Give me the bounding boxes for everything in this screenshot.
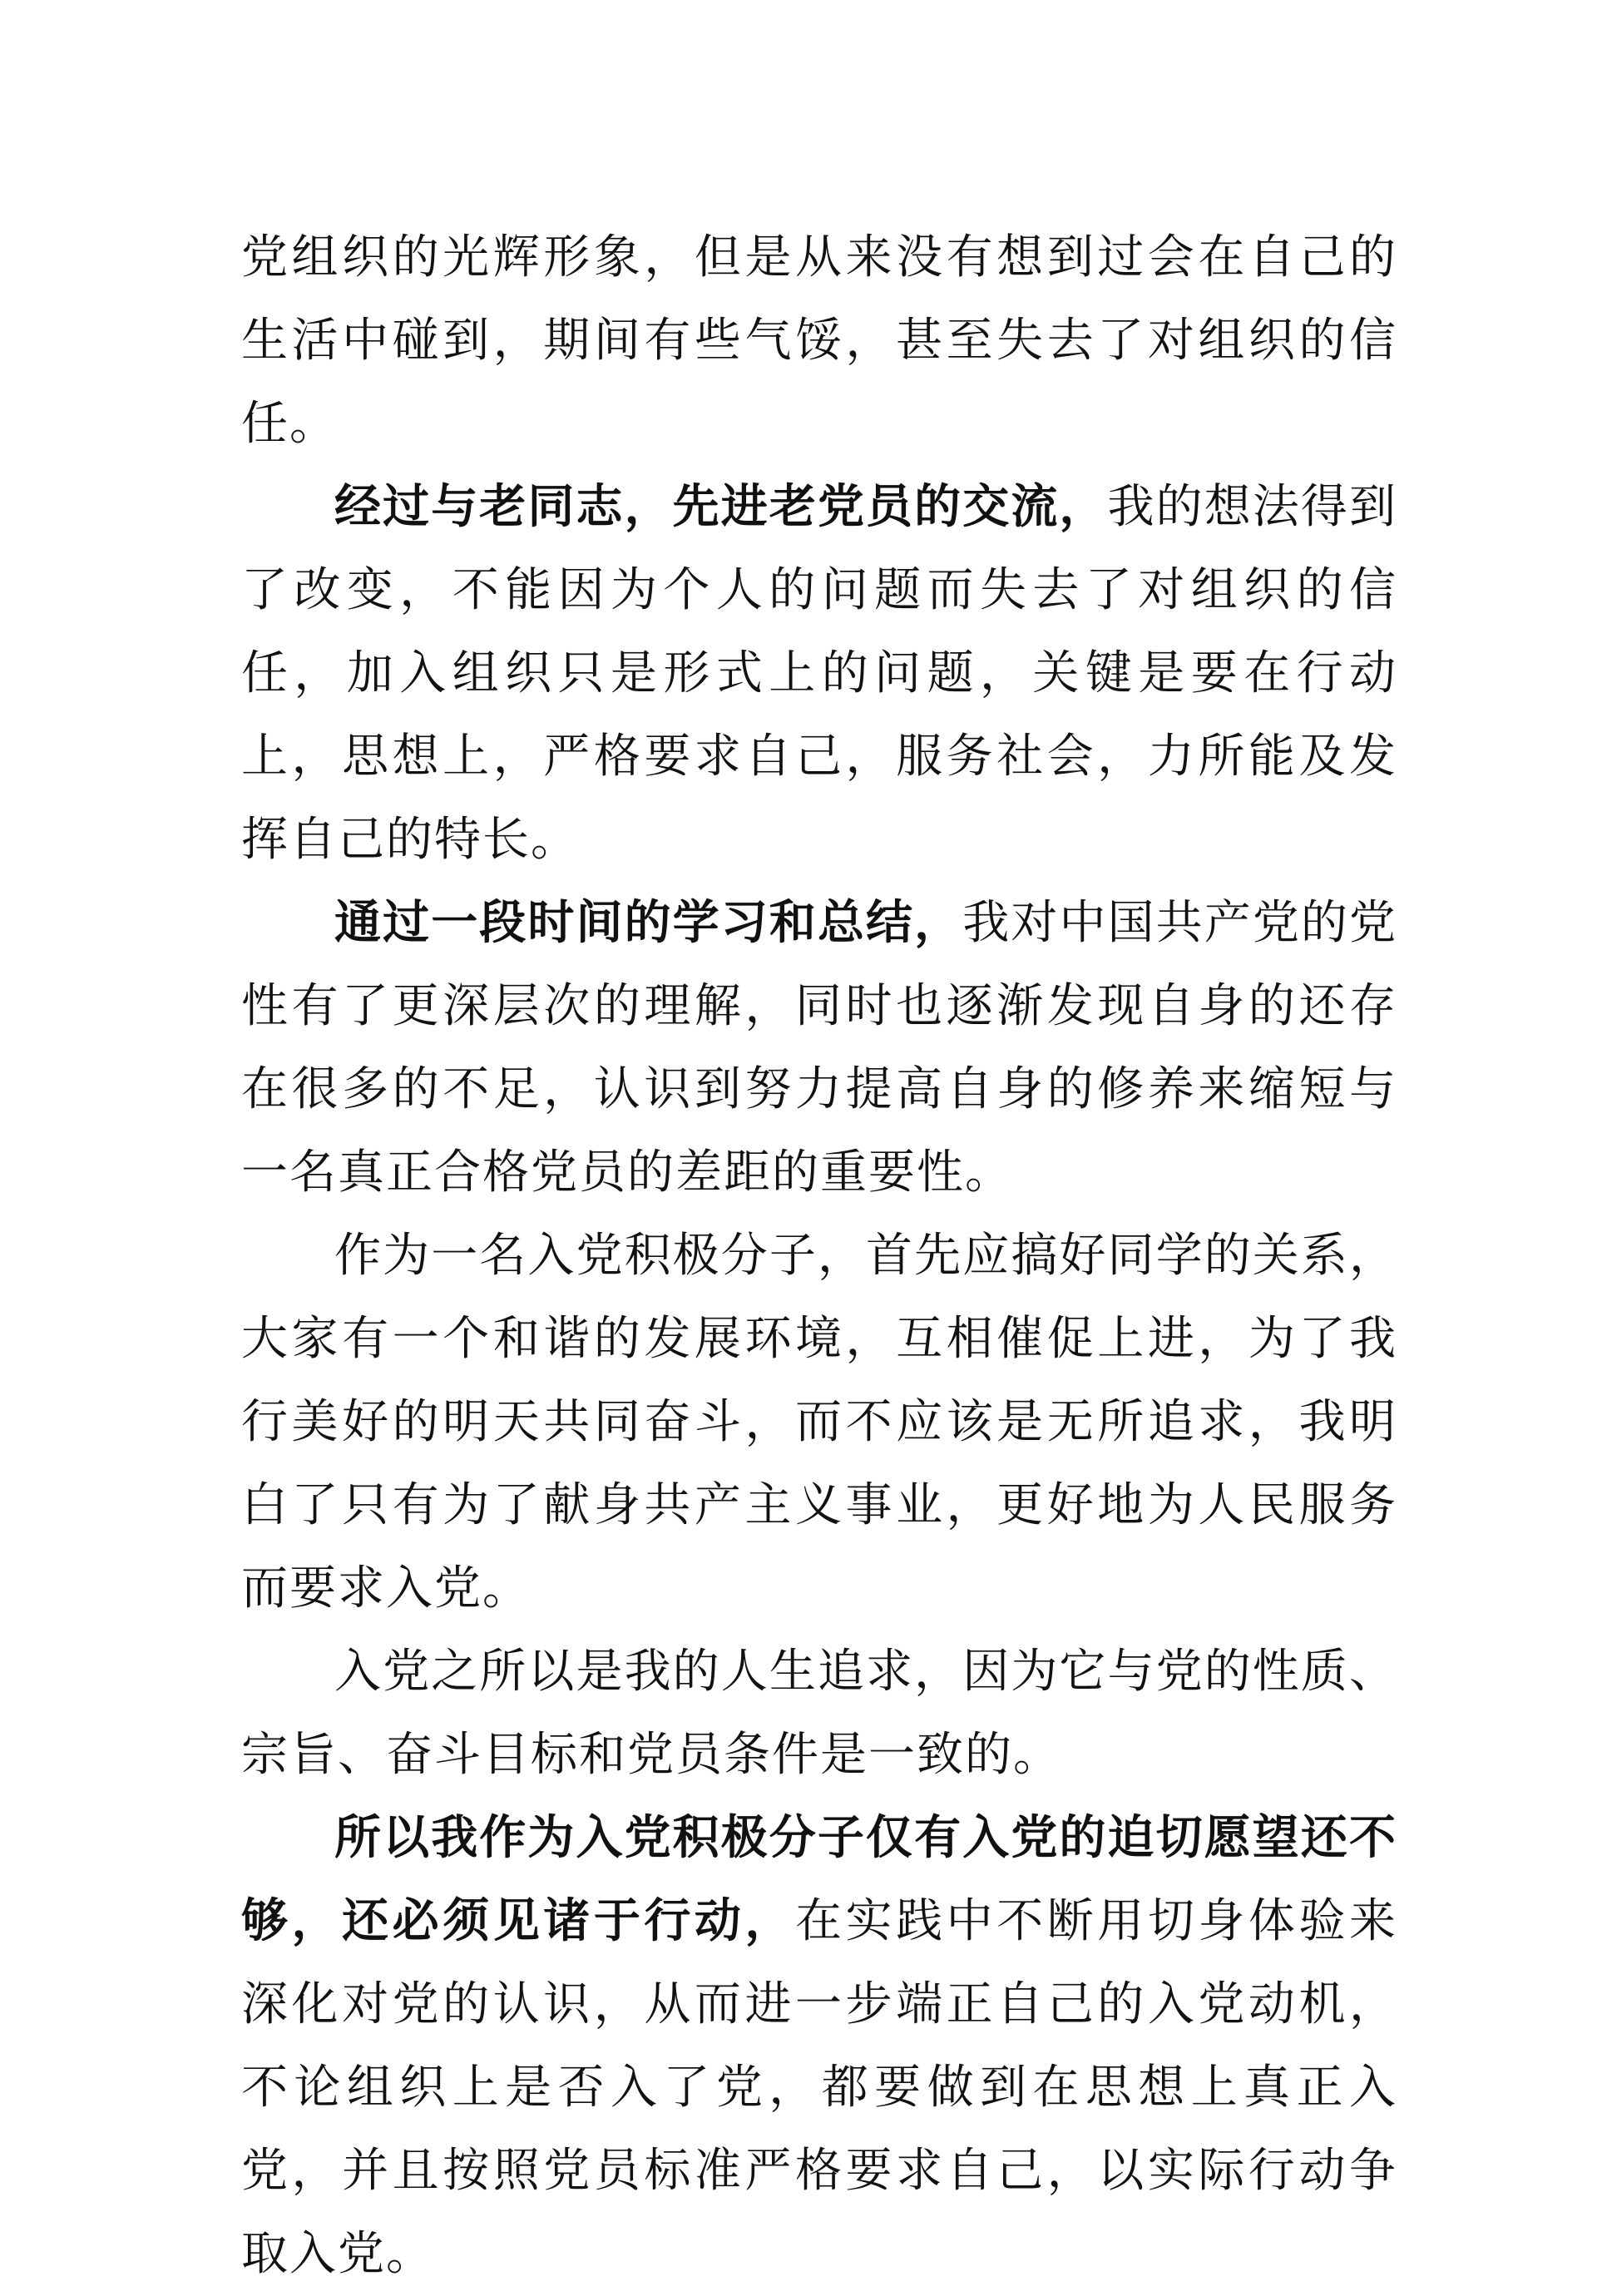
paragraph-6-text: 在实践中不断用切身体验来深化对党的认识，从而进一步端正自己的入党动机，不论组织上是否入了党，都要做到在思想上真正入党，并且按照党员标准严格要求自己，以实际行动争取入党。 xyxy=(241,1894,1398,2281)
paragraph-6-bold-lead: 所以我作为入党积极分子仅有入党的迫切愿望还不够，还必须见诸于行动， xyxy=(241,1811,1397,1948)
document-body xyxy=(241,216,1397,2296)
paragraph-3-text: 我对中国共产党的党性有了更深层次的理解，同时也逐渐发现自身的还存在很多的不足，认识到努力提高自身的修养来缩短与一名真正合格党员的差距的重要性。 xyxy=(241,896,1398,1200)
paragraph-1-text: 党组织的光辉形象，但是从来没有想到过会在自己的生活中碰到，期间有些气馁，甚至失去了对组织的信任。 xyxy=(241,230,1397,451)
paragraph-5 xyxy=(241,1630,1397,1797)
paragraph-4 xyxy=(241,1215,1397,1630)
paragraph-3 xyxy=(241,882,1397,1215)
paragraph-2 xyxy=(241,466,1397,882)
paragraph-5-text: 入党之所以是我的人生追求，因为它与党的性质、宗旨、奋斗目标和党员条件是一致的。 xyxy=(241,1645,1397,1782)
paragraph-4-text: 作为一名入党积极分子，首先应搞好同学的关系，大家有一个和谐的发展环境，互相催促上进，为了我行美好的明天共同奋斗，而不应该是无所追求，我明白了只有为了献身共产主义事业，更好地为人民服务而要求入党。 xyxy=(241,1229,1397,1616)
paragraph-6 xyxy=(241,1797,1397,2296)
paragraph-2-bold-lead: 经过与老同志，先进老党员的交流， xyxy=(334,480,1108,534)
paragraph-2-text: 我的想法得到了改变，不能因为个人的问题而失去了对组织的信任，加入组织只是形式上的问题，关键是要在行动上，思想上，严格要求自己，服务社会，力所能及发挥自己的特长。 xyxy=(241,480,1398,867)
paragraph-3-bold-lead: 通过一段时间的学习和总结， xyxy=(334,896,963,950)
paragraph-1 xyxy=(241,216,1397,466)
